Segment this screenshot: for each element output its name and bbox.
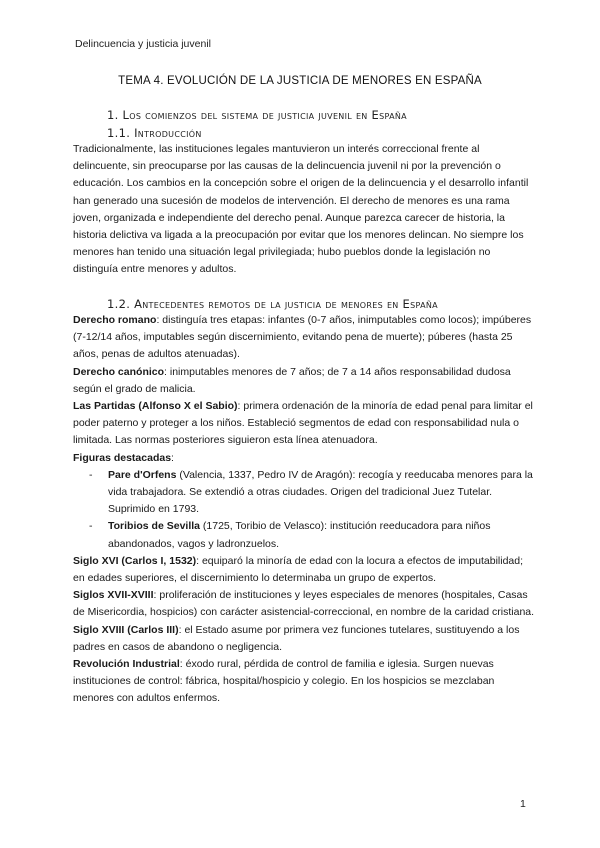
item-text: : el Estado asume por primera vez funciones tutelares, sustituyendo a los padres en casos de abandono o negligencia. [73,623,520,653]
item-text: : equiparó la minoría de edad con la locura a efectos de imputabilidad; en edades superiores, el discernimiento lo determinaba un grupo de expertos. [73,554,523,585]
item-las-partidas [73,398,535,450]
figure-item [73,518,535,552]
subsection-heading: 1.1. Introducción [107,126,202,140]
item-title: Las Partidas (Alfonso X el Sabio) [73,400,238,413]
item-title: Siglos XVII-XVIII [73,589,154,602]
item-siglo-xvi [73,553,535,587]
item-revolucion-industrial [73,656,535,708]
item-text: : éxodo rural, pérdida de control de familia e iglesia. Surgen nuevas instituciones de control: fábrica, hospital/hospicio y colegio. En los hospicios se mezclaban menores con adultos enfermos. [73,658,495,705]
figure-text: (1725, Toribio de Velasco): institución reeducadora para niños abandonados, vagos y ladronzuelos. [108,520,491,550]
figures-label-text: Figuras destacadas [73,451,172,464]
figure-title: Pare d'Orfens [108,468,177,481]
item-derecho-canonico [73,364,535,398]
item-title: Derecho canónico [73,365,165,378]
item-title: Derecho romano [73,314,157,326]
subsection-heading: 1.2. Antecedentes remotos de la justicia de menores en España [107,297,438,311]
dash-bullet: - [89,468,93,481]
running-header: Delincuencia y justicia juvenil [75,38,211,50]
section-heading: 1. Los comienzos del sistema de justicia juvenil en España [107,108,407,122]
item-text: : primera ordenación de la minoría de edad penal para limitar el poder paterno y proteger a los niños. Estableció segmentos de edad con responsabilidad nula o limitada. Las normas posteriores siguieron esta línea atenuadora. [73,400,533,447]
item-text: : proliferación de instituciones y leyes especiales de menores (hospitales, Casas de Misericordia, hospicios) con carácter asistencial-correccional, en nombre de la caridad cristiana. [73,589,535,619]
document-title: TEMA 4. EVOLUCIÓN DE LA JUSTICIA DE MENORES EN ESPAÑA [118,75,482,87]
item-title: Revolución Industrial [73,658,180,671]
item-text: : inimputables menores de 7 años; de 7 a 14 años responsabilidad dudosa según el grado de malicia. [73,365,511,395]
intro-paragraph [73,141,535,279]
figures-label [73,450,535,467]
figure-text: (Valencia, 1337, Pedro IV de Aragón): recogía y reeducaba menores para la vida trabajadora. Se extendió a otras ciudades. Origen del tradicional Juez Tutelar. Suprimido en 1793. [108,468,533,516]
page-number: 1 [520,798,526,810]
figure-item [73,467,535,519]
figures-colon: : [171,451,174,464]
item-title: Siglo XVI (Carlos I, 1532) [73,554,197,567]
item-siglo-xviii [73,622,535,656]
item-derecho-romano [73,312,535,364]
item-title: Siglo XVIII (Carlos III) [73,623,179,636]
intro-text: Tradicionalmente, las instituciones legales mantuvieron un interés correccional frente al delincuente, sin preocuparse por las causas de la delincuencia juvenil ni por la prevención o educación. Los cambios en la concepción sobre el origen de la delincuencia y el desarrollo infantil han generado una sucesión de modelos de intervención. El derecho de menores es una rama joven, organizada e independiente del derecho penal. Aunque parezca carecer de historia, la historia delictiva va ligada a la preocupación por evitar que los menores delincan. No siempre los menores han tenido una situación legal privilegiada; hubo pueblos donde la legislación no distinguía entre menores y adultos. [73,143,529,276]
item-text: : distinguía tres etapas: infantes (0-7 años, inimputables como locos); impúberes (7-12/14 años, imputables según discernimiento, evitando pena de muerte); púberes (hasta 25 años, penas de adultos atenuadas). [73,314,532,361]
dash-bullet: - [89,520,93,533]
figure-title: Toribios de Sevilla [108,520,200,533]
antecedentes-body [73,312,535,708]
item-siglos-xvii-xviii [73,587,535,621]
